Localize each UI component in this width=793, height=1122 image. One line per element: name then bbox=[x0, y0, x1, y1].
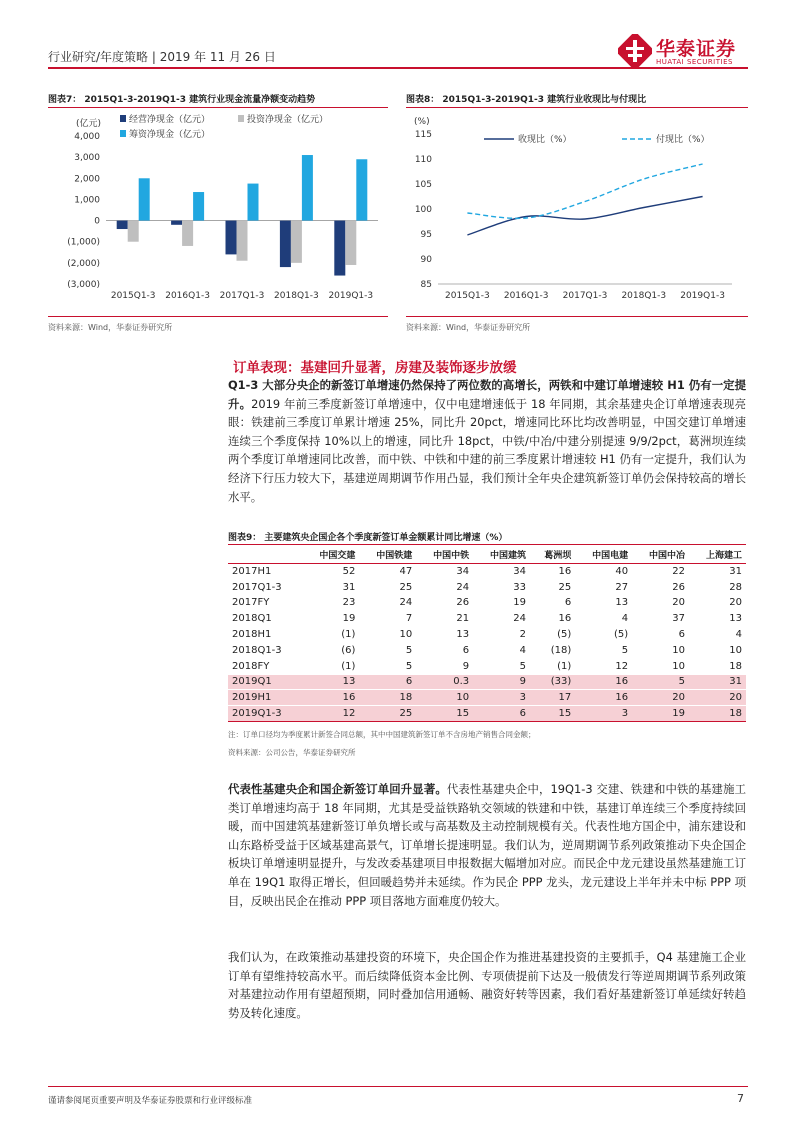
table-cell: 47 bbox=[359, 564, 416, 580]
paragraph-orders bbox=[228, 376, 746, 506]
table-cell: (1) bbox=[303, 658, 360, 674]
fig7-bottom-rule bbox=[48, 316, 388, 317]
table-cell: 25 bbox=[530, 579, 575, 595]
legend-label: 筹资净现金（亿元） bbox=[129, 130, 211, 140]
fig8-title-rule bbox=[406, 107, 748, 108]
report-header: 行业研究/年度策略 | 2019 年 11 月 26 日 bbox=[48, 50, 276, 64]
table-cell: 34 bbox=[416, 564, 473, 580]
x-tick-label: 2019Q1-3 bbox=[328, 291, 374, 301]
x-tick-label: 2016Q1-3 bbox=[165, 291, 210, 301]
table-row bbox=[228, 579, 746, 595]
table-cell: 19 bbox=[632, 706, 689, 722]
fig7-title: 图表7： 2015Q1-3-2019Q1-3 建筑行业现金流量净额变动趋势 bbox=[48, 95, 316, 105]
cash-ratio-line-chart bbox=[406, 112, 748, 312]
table-cell: 4 bbox=[689, 627, 746, 643]
table-cell: 33 bbox=[473, 579, 530, 595]
y-tick-label: (3,000) bbox=[67, 280, 100, 290]
x-tick-label: 2015Q1-3 bbox=[110, 291, 156, 301]
table-cell: 24 bbox=[416, 579, 473, 595]
paragraph-orders-lead: Q1-3 大部分央企的新签订单增速仍然保持了两位数的高增长，两铁和中建订单增速较 H1 仍有一定提升。 bbox=[228, 378, 746, 411]
table-cell: 4 bbox=[473, 642, 530, 658]
cash-flow-bar-chart bbox=[48, 112, 388, 312]
paragraph-orders-body: 2019 年前三季度新签订单增速中，仅中电建增速低于 18 年同期，其余基建央企订单增速表现亮眼：铁建前三季度订单累计增速 25%，同比升 20pct，增速同比环比均改善明显，中国交建订单增速连续三个季度保持 10%以上的增速，同比升 18pct，中铁/中冶/中建分别提速 9/9/2pct，葛洲坝连续两个季度订单增速同比改善，而中铁、中铁和中建的前三季度累计增速较 H1 仍有一定提升，我们认为经济下行压力较大下，基建逆周期调节作用凸显，我们预计全年央企建筑新签订单仍会保持较高的增长水平。 bbox=[228, 396, 746, 504]
table-cell: 16 bbox=[530, 564, 575, 580]
table-header-cell: 中国交建 bbox=[319, 551, 356, 561]
y-tick-label: 3,000 bbox=[74, 153, 100, 164]
table-cell: 6 bbox=[530, 595, 575, 611]
x-tick-label: 2016Q1-3 bbox=[503, 291, 549, 301]
bar-1-1 bbox=[182, 221, 193, 246]
fig8-title: 图表8： 2015Q1-3-2019Q1-3 建筑行业收现比与付现比 bbox=[406, 95, 647, 105]
paragraph-soe-orders bbox=[228, 780, 746, 910]
bar-2-1 bbox=[193, 192, 204, 221]
table-cell: 31 bbox=[689, 564, 746, 580]
table-cell: 18 bbox=[359, 690, 416, 706]
table-cell: 20 bbox=[632, 690, 689, 706]
x-tick-label: 2017Q1-3 bbox=[562, 291, 608, 301]
table-row-period: 2018Q1 bbox=[228, 611, 303, 627]
table-cell: 13 bbox=[689, 611, 746, 627]
legend-swatch bbox=[238, 115, 244, 122]
bar-2-3 bbox=[302, 155, 313, 221]
y-tick-label: 85 bbox=[420, 280, 432, 290]
table-row-period: 2017H1 bbox=[228, 564, 303, 580]
table-cell: 52 bbox=[303, 564, 360, 580]
y-axis-unit: (亿元) bbox=[76, 119, 102, 129]
table-cell: 20 bbox=[689, 595, 746, 611]
y-tick-label: 2,000 bbox=[74, 174, 100, 185]
table-cell: 5 bbox=[359, 642, 416, 658]
table-cell: 26 bbox=[416, 595, 473, 611]
table-cell: 26 bbox=[632, 579, 689, 595]
fig8-source: 资料来源：Wind，华泰证券研究所 bbox=[406, 323, 531, 332]
table-cell: 5 bbox=[575, 642, 632, 658]
bar-1-3 bbox=[291, 221, 302, 263]
legend-label: 投资净现金（亿元） bbox=[247, 115, 329, 125]
table-row bbox=[228, 564, 746, 580]
fig9-note: 注：订单口径均为季度累计新签合同总额，其中中国建筑新签订单不含房地产销售合同金额； bbox=[228, 730, 536, 739]
table-cell: 17 bbox=[530, 690, 575, 706]
table-header-cell: 葛洲坝 bbox=[544, 551, 572, 561]
table-cell: 10 bbox=[416, 690, 473, 706]
fig9-title-rule bbox=[228, 544, 746, 545]
paragraph-soe-body: 代表性基建央企中，19Q1-3 交建、铁建和中铁的基建施工类订单增速均高于 18 年同期，尤其是受益铁路轨交领域的铁建和中铁，基建订单连续三个季度持续回暖，而中国建筑基建新签订单负增长或与高基数及主动控制规模有关。代表性地方国企中，浦东建设和山东路桥受益于区域基建高景气，订单增长提速明显。我们认为，逆周期调节系列政策推动下央企国企板块订单增速明显提升，与发改委基建项目申报数据大幅增加对应。而民企中龙元建设虽然基建施工订单在 19Q1 取得正增长，但回暖趋势并未延续。作为民企 PPP 龙头，龙元建设上半年并未中标 PPP 项目，反映出民企在推动 PPP 项目落地方面难度仍较大。 bbox=[228, 782, 746, 908]
y-tick-label: 115 bbox=[414, 130, 432, 140]
table-cell: 4 bbox=[575, 611, 632, 627]
fig7-source: 资料来源：Wind，华泰证券研究所 bbox=[48, 323, 173, 332]
table-cell: (33) bbox=[530, 674, 575, 690]
page-number: 7 bbox=[737, 1092, 744, 1105]
table-cell: 6 bbox=[632, 627, 689, 643]
table-row bbox=[228, 627, 746, 643]
table-cell: 16 bbox=[530, 611, 575, 627]
table-cell: 12 bbox=[575, 658, 632, 674]
y-tick-label: 100 bbox=[414, 205, 432, 215]
huatai-logo-icon bbox=[618, 34, 652, 68]
table-cell: 21 bbox=[416, 611, 473, 627]
table-cell: 27 bbox=[575, 579, 632, 595]
table-cell: 20 bbox=[632, 595, 689, 611]
y-tick-label: 105 bbox=[414, 180, 432, 190]
table-cell: 19 bbox=[303, 611, 360, 627]
table-row bbox=[228, 595, 746, 611]
fig9-source: 资料来源：公司公告，华泰证券研究所 bbox=[228, 748, 356, 757]
table-row-period: 2018Q1-3 bbox=[228, 642, 303, 658]
fig7-title-rule bbox=[48, 107, 388, 108]
legend-label: 经营净现金（亿元） bbox=[129, 115, 211, 125]
table-cell: 10 bbox=[632, 642, 689, 658]
table-row bbox=[228, 658, 746, 674]
section-title: 订单表现：基建回升显著，房建及装饰逐步放缓 bbox=[233, 360, 517, 376]
bar-0-1 bbox=[171, 221, 182, 225]
table-cell: 23 bbox=[303, 595, 360, 611]
x-tick-label: 2015Q1-3 bbox=[445, 291, 490, 301]
table-cell: 25 bbox=[359, 706, 416, 722]
table-cell: 12 bbox=[303, 706, 360, 722]
logo-chinese-text: 华泰证券 bbox=[656, 38, 737, 60]
table-header-row bbox=[228, 546, 746, 564]
table-cell: 10 bbox=[359, 627, 416, 643]
y-tick-label: 95 bbox=[420, 230, 432, 240]
footer-divider bbox=[48, 1086, 748, 1087]
huatai-logo bbox=[618, 32, 748, 72]
table-header-cell: 中国中铁 bbox=[433, 551, 470, 561]
table-cell: 5 bbox=[359, 658, 416, 674]
table-cell: 24 bbox=[473, 611, 530, 627]
legend-swatch bbox=[120, 115, 126, 122]
table-body bbox=[228, 564, 746, 722]
table-cell: 31 bbox=[303, 579, 360, 595]
y-tick-label: 90 bbox=[420, 255, 432, 265]
table-header-cell: 上海建工 bbox=[705, 551, 742, 561]
footer-disclaimer: 谨请参阅尾页重要声明及华泰证券股票和行业评级标准 bbox=[48, 1096, 253, 1106]
y-tick-label: (1,000) bbox=[67, 237, 100, 248]
table-header-cell bbox=[228, 546, 303, 564]
header-divider bbox=[48, 67, 748, 69]
table-cell: 22 bbox=[632, 564, 689, 580]
table-row bbox=[228, 706, 746, 722]
table-header-cell: 中国铁建 bbox=[376, 551, 413, 561]
bar-1-0 bbox=[128, 221, 139, 242]
paragraph-outlook: 我们认为，在政策推动基建投资的环境下，央企国企作为推进基建投资的主要抓手，Q4 基建施工企业订单有望维持较高水平。而后续降低资本金比例、专项债提前下达及一般债发行等逆周期调节系列政策对基建拉动作用有望超预期，同时叠加信用通畅、融资好转等因素，我们看好基建新签订单延续好转趋势及转化速度。 bbox=[228, 950, 746, 1020]
table-cell: 2 bbox=[473, 627, 530, 643]
legend-label: 收现比（%） bbox=[518, 135, 572, 145]
table-cell: 6 bbox=[473, 706, 530, 722]
table-cell: 24 bbox=[359, 595, 416, 611]
table-cell: 5 bbox=[632, 674, 689, 690]
legend-label: 付现比（%） bbox=[656, 135, 710, 145]
y-tick-label: 1,000 bbox=[74, 195, 100, 206]
table-row bbox=[228, 611, 746, 627]
fig9-title: 图表9： 主要建筑央企国企各个季度新签订单金额累计同比增速（%） bbox=[228, 533, 508, 543]
bar-0-3 bbox=[280, 221, 291, 268]
logo-english-text: HUATAI SECURITIES bbox=[656, 58, 733, 66]
table-cell: 16 bbox=[575, 674, 632, 690]
table-cell: 3 bbox=[473, 690, 530, 706]
table-cell: 16 bbox=[303, 690, 360, 706]
table-row-period: 2017Q1-3 bbox=[228, 579, 303, 595]
table-cell: 18 bbox=[689, 658, 746, 674]
table-cell: 13 bbox=[303, 674, 360, 690]
table-cell: (5) bbox=[530, 627, 575, 643]
table-cell: 10 bbox=[632, 658, 689, 674]
bar-1-2 bbox=[237, 221, 248, 261]
table-cell: 9 bbox=[473, 674, 530, 690]
table-cell: (1) bbox=[530, 658, 575, 674]
table-cell: 31 bbox=[689, 674, 746, 690]
x-tick-label: 2017Q1-3 bbox=[219, 291, 265, 301]
table-cell: 6 bbox=[359, 674, 416, 690]
series-line-1 bbox=[467, 164, 702, 218]
table-header-cell: 中国电建 bbox=[592, 551, 629, 561]
y-tick-label: 0 bbox=[94, 216, 100, 227]
table-cell: 13 bbox=[575, 595, 632, 611]
bar-1-4 bbox=[345, 221, 356, 265]
table-cell: 25 bbox=[359, 579, 416, 595]
table-row-period: 2019Q1-3 bbox=[228, 706, 303, 722]
table-cell: 6 bbox=[416, 642, 473, 658]
table-cell: 0.3 bbox=[416, 674, 473, 690]
series-line-0 bbox=[467, 197, 702, 236]
y-tick-label: 4,000 bbox=[74, 132, 100, 142]
y-tick-label: (2,000) bbox=[67, 258, 100, 269]
table-header-cell: 中国中冶 bbox=[649, 551, 686, 561]
table-cell: 13 bbox=[416, 627, 473, 643]
table-cell: (6) bbox=[303, 642, 360, 658]
table-cell: 16 bbox=[575, 690, 632, 706]
y-axis-unit: (%) bbox=[414, 117, 430, 127]
table-cell: 37 bbox=[632, 611, 689, 627]
table-row-period: 2017FY bbox=[228, 595, 303, 611]
table-cell: 34 bbox=[473, 564, 530, 580]
orders-growth-table bbox=[228, 546, 746, 722]
y-tick-label: 110 bbox=[414, 155, 432, 165]
table-row-period: 2018H1 bbox=[228, 627, 303, 643]
table-cell: 15 bbox=[530, 706, 575, 722]
legend-swatch bbox=[120, 130, 126, 137]
table-row-period: 2019Q1 bbox=[228, 674, 303, 690]
table-row-period: 2019H1 bbox=[228, 690, 303, 706]
table-row bbox=[228, 674, 746, 690]
table-cell: 10 bbox=[689, 642, 746, 658]
table-cell: 40 bbox=[575, 564, 632, 580]
table-row bbox=[228, 642, 746, 658]
table-row bbox=[228, 690, 746, 706]
table-cell: 7 bbox=[359, 611, 416, 627]
x-tick-label: 2018Q1-3 bbox=[274, 291, 319, 301]
table-cell: 20 bbox=[689, 690, 746, 706]
table-cell: 3 bbox=[575, 706, 632, 722]
table-cell: 5 bbox=[473, 658, 530, 674]
x-tick-label: 2018Q1-3 bbox=[621, 291, 667, 301]
x-tick-label: 2019Q1-3 bbox=[680, 291, 725, 301]
paragraph-soe-lead: 代表性基建央企和国企新签订单回升显著。 bbox=[228, 782, 447, 796]
table-cell: 18 bbox=[689, 706, 746, 722]
bar-0-4 bbox=[334, 221, 345, 276]
bar-0-0 bbox=[117, 221, 128, 229]
fig8-bottom-rule bbox=[406, 316, 748, 317]
table-header-cell: 中国建筑 bbox=[490, 551, 527, 561]
table-row-period: 2018FY bbox=[228, 658, 303, 674]
bar-2-2 bbox=[248, 184, 259, 221]
table-cell: 28 bbox=[689, 579, 746, 595]
bar-2-0 bbox=[139, 178, 150, 220]
table-cell: (18) bbox=[530, 642, 575, 658]
table-cell: (5) bbox=[575, 627, 632, 643]
table-cell: 15 bbox=[416, 706, 473, 722]
table-cell: 19 bbox=[473, 595, 530, 611]
table-cell: 9 bbox=[416, 658, 473, 674]
table-cell: (1) bbox=[303, 627, 360, 643]
bar-2-4 bbox=[356, 159, 367, 220]
bar-0-2 bbox=[226, 221, 237, 255]
